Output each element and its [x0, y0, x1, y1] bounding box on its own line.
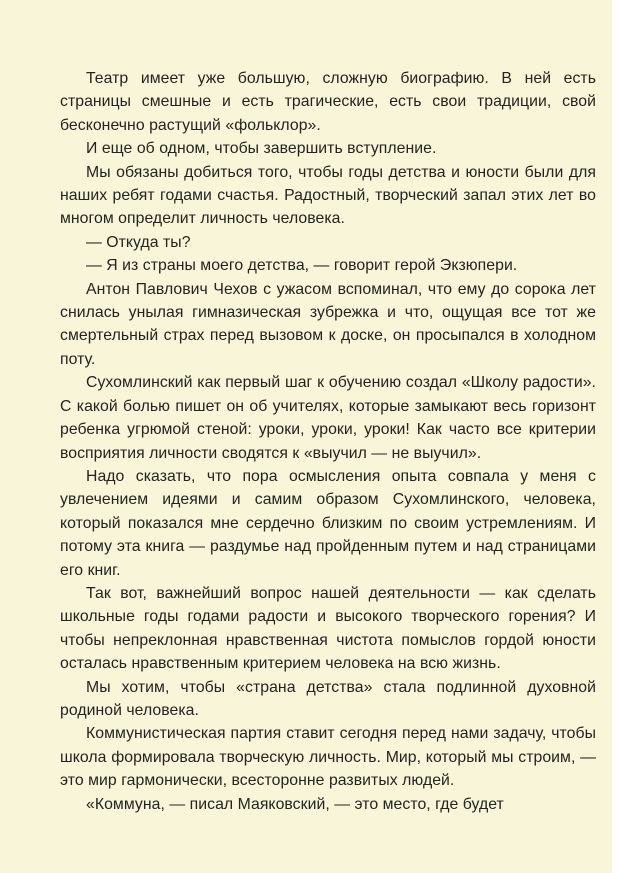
paragraph: — Я из страны моего детства, — говорит герой Экзюпери. [86, 257, 518, 275]
scan-margin [612, 0, 619, 873]
paragraph: Коммунистическая партия ставит сегодня перед нами задачу, чтобы школа формировала творческую личность. Мир, который мы строим, — это мир гармонически, всесторонне развитых людей. [60, 725, 596, 790]
paragraph: Так вот, важнейший вопрос нашей деятельности — как сделать школьные годы годами радости и высокого творческого горения? И чтобы непреклонная нравственная чистота помыслов гордой юности осталась нравственным критерием человека на всю жизнь. [60, 584, 596, 673]
page-text [60, 67, 596, 816]
paragraph: — Откуда ты? [86, 233, 191, 251]
paragraph: «Коммуна, — писал Маяковский, — это место, где будет [86, 795, 504, 813]
paragraph: Театр имеет уже большую, сложную биографию. В ней есть страницы смешные и есть трагические, есть свои традиции, свой бесконечно растущий «фольклор». [60, 70, 596, 134]
paragraph: Надо сказать, что пора осмысления опыта совпала у меня с увлечением идеями и самим образом Сухомлинского, человека, который показался мне сердечно близким по своим устремлениям. И потому эта книга — раздумье над пройденным путем и над страницами его книг. [60, 467, 596, 579]
paragraph: И еще об одном, чтобы завершить вступление. [86, 140, 437, 158]
paragraph: Мы хотим, чтобы «страна детства» стала подлинной духовной родиной человека. [60, 678, 596, 719]
paragraph: Мы обязаны добиться того, чтобы годы детства и юности были для наших ребят годами счастья. Радостный, творческий запал этих лет во многом определит личность человека. [60, 163, 596, 228]
page-bottom-edge [0, 850, 612, 873]
paragraph: Антон Павлович Чехов с ужасом вспоминал, что ему до сорока лет снилась унылая гимназическая зубрежка и что, ощущая все тот же смертельный страх перед вызовом к доске, он просыпался в холодном поту. [60, 280, 596, 368]
paragraph: Сухомлинский как первый шаг к обучению создал «Школу радости». С какой болью пишет он об учителях, которые замыкают весь горизонт ребенка угрюмой стеной: уроки, уроки, уроки! Как часто все критерии восприятия личности сводятся к «выучил — не выучил». [60, 374, 596, 462]
